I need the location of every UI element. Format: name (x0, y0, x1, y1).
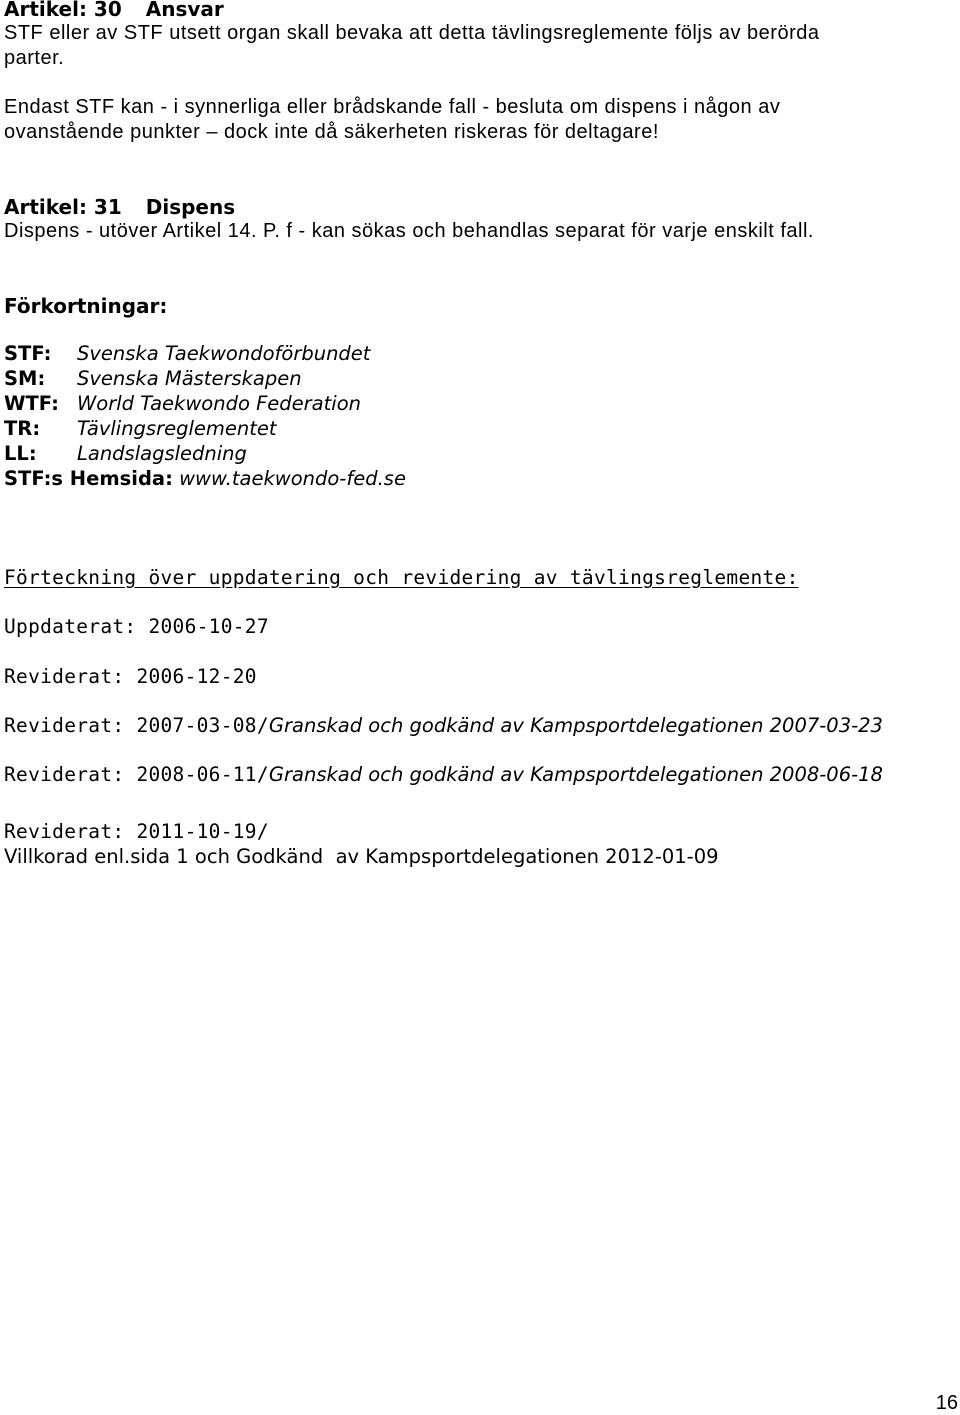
abbreviation-value: Svenska Taekwondoförbundet (77, 342, 371, 365)
abbreviation-key: SM: (4, 367, 46, 390)
abbreviation-row (4, 367, 302, 390)
website-label: STF:s Hemsida: (4, 467, 173, 490)
website-row (4, 467, 406, 490)
article-30-number: Artikel: 30 (4, 0, 122, 21)
article-30-text-line: STF eller av STF utsett organ skall bevaka att detta tävlingsreglemente följs av berörda (4, 22, 820, 44)
revision-date: Reviderat: 2011-10-19/ (4, 820, 269, 843)
abbreviation-value: Svenska Mästerskapen (77, 367, 302, 390)
article-30-text-line: parter. (4, 47, 65, 69)
abbreviations-heading: Förkortningar: (4, 294, 168, 318)
abbreviation-value: Tävlingsreglementet (77, 417, 277, 440)
revision-date: Reviderat: 2007-03-08/ (4, 714, 269, 737)
article-31-heading (4, 195, 235, 219)
revision-line: Reviderat: 2006-12-20 (4, 665, 257, 688)
article-31-number: Artikel: 31 (4, 195, 122, 219)
revision-note: Granskad och godkänd av Kampsportdelegationen 2007-03-23 (268, 714, 883, 737)
article-31-text-line: Dispens - utöver Artikel 14. P. f - kan sökas och behandlas separat för varje enskilt fall. (4, 220, 814, 242)
revision-line (4, 763, 883, 786)
revision-date: Reviderat: 2008-06-11/ (4, 763, 269, 786)
revision-line (4, 714, 883, 737)
abbreviation-value: Landslagsledning (77, 442, 247, 465)
article-30-title: Ansvar (145, 0, 224, 21)
article-30-heading (4, 0, 224, 21)
abbreviation-key: LL: (4, 442, 37, 465)
abbreviation-key: WTF: (4, 392, 59, 415)
revisions-heading: Förteckning över uppdatering och revidering av tävlingsreglemente: (4, 566, 799, 589)
revision-note: Granskad och godkänd av Kampsportdelegationen 2008-06-18 (268, 763, 883, 786)
article-30-text-line: ovanstående punkter – dock inte då säkerheten riskeras för deltagare! (4, 121, 659, 143)
abbreviation-row (4, 417, 277, 440)
abbreviation-key: STF: (4, 342, 52, 365)
revision-note: Villkorad enl.sida 1 och Godkänd av Kampsportdelegationen 2012-01-09 (4, 845, 719, 868)
article-31-title: Dispens (145, 195, 236, 219)
abbreviation-row (4, 442, 247, 465)
abbreviation-row (4, 392, 361, 415)
abbreviation-value: World Taekwondo Federation (77, 392, 361, 415)
abbreviation-key: TR: (4, 417, 41, 440)
website-link[interactable]: www.taekwondo-fed.se (179, 467, 406, 490)
article-30-text-line: Endast STF kan - i synnerliga eller brådskande fall - besluta om dispens i någon av (4, 96, 781, 118)
updated-line: Uppdaterat: 2006-10-27 (4, 615, 269, 638)
page-number: 16 (935, 1392, 958, 1414)
abbreviation-row (4, 342, 370, 365)
